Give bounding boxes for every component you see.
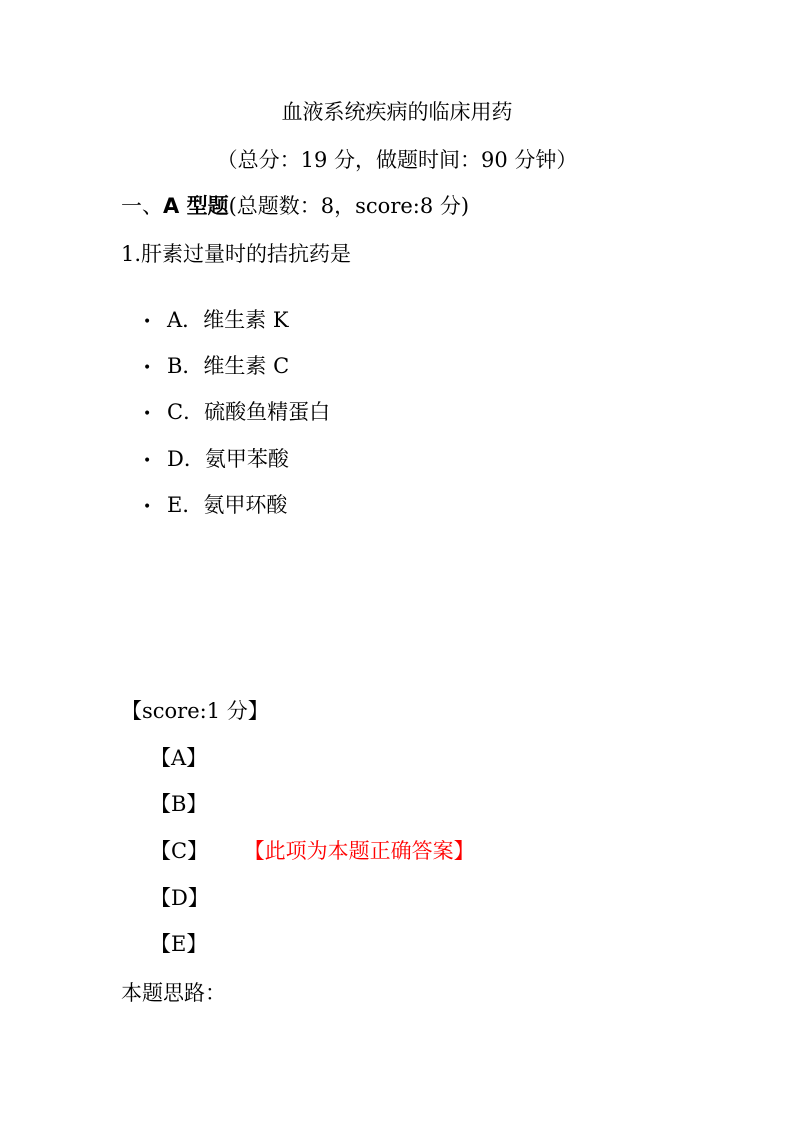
answer-choice-d: 【D】 xyxy=(150,886,209,910)
answer-choice-c: 【C】 xyxy=(150,839,209,863)
option-label: E．氨甲环酸 xyxy=(167,493,288,517)
answer-choice-b: 【B】 xyxy=(150,792,208,816)
option-b xyxy=(143,352,289,382)
section-heading xyxy=(121,192,469,220)
bullet-icon: • xyxy=(143,359,152,376)
bullet-icon: • xyxy=(143,313,152,330)
question-score: 【score:1 分】 xyxy=(121,699,269,723)
correct-answer-note: 【此项为本题正确答案】 xyxy=(254,839,475,863)
bullet-icon: • xyxy=(143,498,152,515)
option-c xyxy=(143,398,330,428)
option-d xyxy=(143,445,289,475)
section-prefix: 一、 xyxy=(121,194,163,218)
bullet-icon: • xyxy=(143,405,152,422)
page-title: 血液系统疾病的临床用药 xyxy=(281,100,513,124)
option-label: B．维生素 C xyxy=(167,354,290,378)
answer-choice-a: 【A】 xyxy=(150,746,208,770)
section-info: (总题数：8，score:8 分) xyxy=(228,194,470,218)
option-e xyxy=(143,491,287,521)
option-label: D．氨甲苯酸 xyxy=(167,447,289,471)
explanation-label: 本题思路： xyxy=(121,981,226,1005)
question-text: 1.肝素过量时的拮抗药是 xyxy=(121,242,352,266)
option-label: A．维生素 K xyxy=(167,308,289,332)
section-type-label: A 型题 xyxy=(163,194,229,218)
answer-choice-c-row xyxy=(150,837,475,865)
bullet-icon: • xyxy=(143,452,152,469)
option-a xyxy=(143,306,289,336)
answer-choice-e: 【E】 xyxy=(150,932,208,956)
option-label: C．硫酸鱼精蛋白 xyxy=(167,400,331,424)
exam-info: （总分：19 分，做题时间：90 分钟） xyxy=(216,148,578,172)
